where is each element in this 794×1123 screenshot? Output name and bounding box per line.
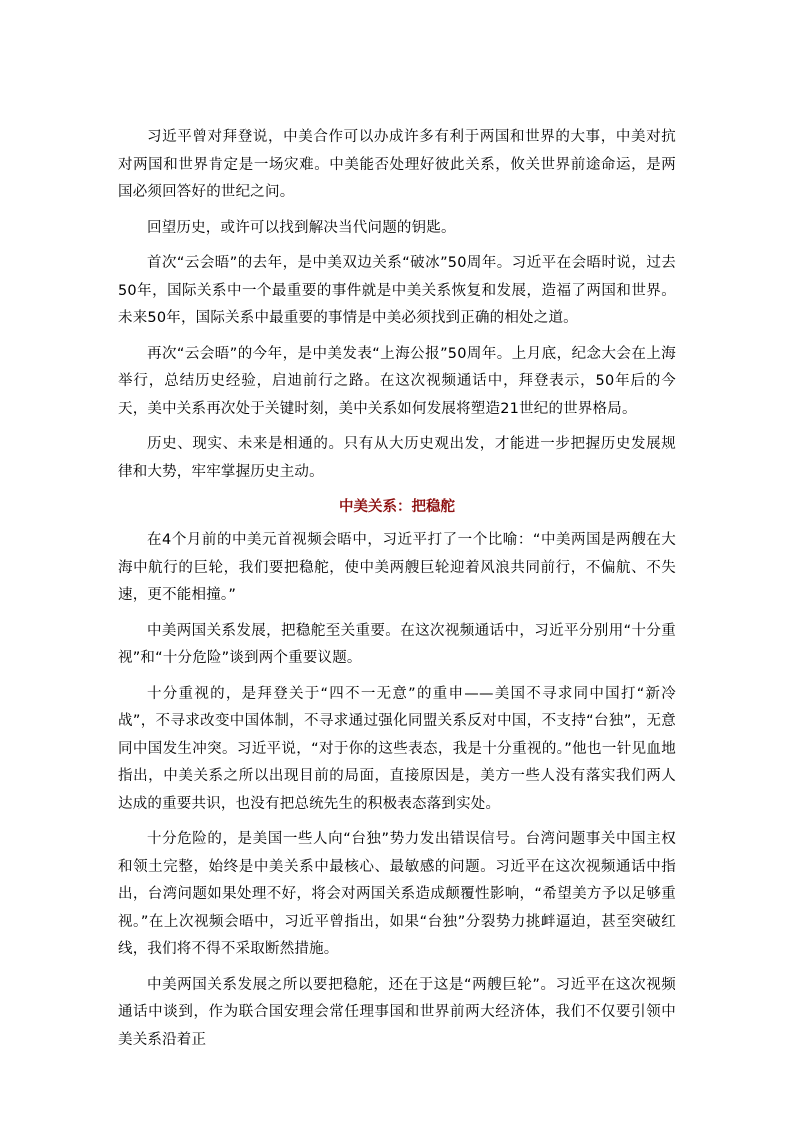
paragraph: 中美两国关系发展，把稳舵至关重要。在这次视频通话中，习近平分别用“十分重视”和“十分危险”谈到两个重要议题。 [118,622,676,666]
paragraph: 十分重视的，是拜登关于“四不一无意”的重申——美国不寻求同中国打“新冷战”，不寻求改变中国体制，不寻求通过强化同盟关系反对中国，不支持“台独”，无意同中国发生冲突。习近平说，“对于你的这些表态，我是十分重视的。”他也一针见血地指出，中美关系之所以出现目前的局面，直接原因是，美方一些人没有落实我们两人达成的重要共识，也没有把总统先生的积极表态落到实处。 [118,685,676,812]
section-heading: 中美关系：把稳舵 [339,499,455,515]
article-body [118,0,676,1054]
paragraph: 再次“云会晤”的今年，是中美发表“上海公报”50周年。上月底，纪念大会在上海举行，总结历史经验，启迪前行之路。在这次视频通话中，拜登表示，50年后的今天，美中关系再次处于关键时刻，美中关系如何发展将塑造21世纪的世界格局。 [118,345,676,417]
paragraph: 在4个月前的中美元首视频会晤中，习近平打了一个比喻：“中美两国是两艘在大海中航行的巨轮，我们要把稳舵，使中美两艘巨轮迎着风浪共同前行，不偏航、不失速，更不能相撞。” [118,532,676,603]
paragraph: 历史、现实、未来是相通的。只有从大历史观出发，才能进一步把握历史发展规律和大势，牢牢掌握历史主动。 [118,436,676,480]
paragraph: 回望历史，或许可以找到解决当代问题的钥匙。 [147,219,456,236]
paragraph: 中美两国关系发展之所以要把稳舵，还在于这是“两艘巨轮”。习近平在这次视频通话中谈到，作为联合国安理会常任理事国和世界前两大经济体，我们不仅要引领中美关系沿着正 [118,976,676,1048]
paragraph: 习近平曾对拜登说，中美合作可以办成许多有利于两国和世界的大事，中美对抗对两国和世界肯定是一场灾难。中美能否处理好彼此关系，攸关世界前途命运，是两国必须回答好的世纪之问。 [118,129,676,200]
paragraph: 首次“云会晤”的去年，是中美双边关系“破冰”50周年。习近平在会晤时说，过去50年，国际关系中一个最重要的事件就是中美关系恢复和发展，造福了两国和世界。未来50年，国际关系中最重要的事情是中美必须找到正确的相处之道。 [118,255,676,326]
paragraph: 十分危险的，是美国一些人向“台独”势力发出错误信号。台湾问题事关中国主权和领土完整，始终是中美关系中最核心、最敏感的问题。习近平在这次视频通话中指出，台湾问题如果处理不好，将会对两国关系造成颠覆性影响，“希望美方予以足够重视。”在上次视频会晤中，习近平曾指出，如果“台独”分裂势力挑衅逼迫，甚至突破红线，我们将不得不采取断然措施。 [118,831,676,957]
